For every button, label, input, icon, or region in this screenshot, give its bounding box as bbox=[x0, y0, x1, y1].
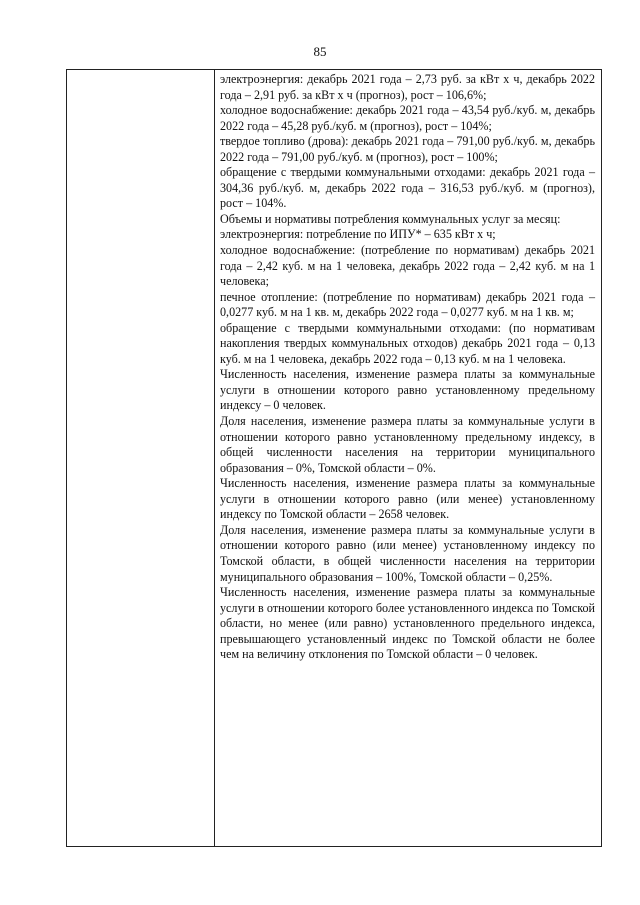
paragraph-stove-heating-volume: печное отопление: (потребление по нормативам) декабрь 2021 года – 0,0277 куб. м на 1 кв. м, декабрь 2022 года – 0,0277 куб. м на 1 кв. м; bbox=[220, 289, 595, 320]
paragraph-electricity-tariff: электроэнергия: декабрь 2021 года – 2,73 руб. за кВт х ч, декабрь 2022 года – 2,91 руб. за кВт х ч (прогноз), рост – 106,6%; bbox=[220, 72, 595, 102]
paragraph-electricity-volume: электроэнергия: потребление по ИПУ* – 635 кВт х ч; bbox=[220, 227, 496, 242]
paragraph-cold-water-tariff: холодное водоснабжение: декабрь 2021 года – 43,54 руб./куб. м, декабрь 2022 года – 45,28 руб./куб. м (прогноз), рост – 104%; bbox=[220, 103, 595, 133]
page-number: 85 bbox=[313, 44, 327, 59]
paragraph-share-regional-index: Доля населения, изменение размера платы за коммунальные услуги в отношении которого равно (или менее) установленному индексу по Томской области, в общей численности населения на территории муниципального образования – 100%, Томской области – 0,25%. bbox=[220, 522, 595, 584]
paragraph-solid-fuel-tariff: твердое топливо (дрова): декабрь 2021 года – 791,00 руб./куб. м, декабрь 2022 года – 791,00 руб./куб. м (прогноз), рост – 100%; bbox=[220, 134, 595, 164]
paragraph-population-above-index: Численность населения, изменение размера платы за коммунальные услуги в отношении которого более установленного индекса по Томской области, но менее (или равно) установленного предельного индекса, превышающего установленный индекс по Томской области не более чем на величину отклонения по Томской области – 0 человек. bbox=[220, 585, 595, 662]
table-cell-empty bbox=[67, 70, 215, 847]
paragraph-waste-volume: обращение с твердыми коммунальными отходами: (по нормативам накопления твердых коммунальных отходов) декабрь 2021 года – 0,13 куб. м на 1 человека, декабрь 2022 года – 0,13 куб. м на 1 человека. bbox=[220, 320, 595, 366]
paragraph-waste-tariff: обращение с твердыми коммунальными отходами: декабрь 2021 года – 304,36 руб./куб. м, декабрь 2022 года – 316,53 руб./куб. м (прогноз), рост – 104%. bbox=[220, 165, 595, 211]
paragraph-share-equal-limit: Доля населения, изменение размера платы за коммунальные услуги в отношении которого равно установленному предельному индексу, в общей численности населения на территории муниципального образования – 0%, Томской области – 0%. bbox=[220, 414, 595, 475]
paragraph-population-equal-limit: Численность населения, изменение размера платы за коммунальные услуги в отношении которого равно установленному предельному индексу – 0 человек. bbox=[220, 367, 595, 413]
paragraph-volumes-heading: Объемы и нормативы потребления коммунальных услуг за месяц: bbox=[220, 211, 561, 226]
table-row bbox=[67, 70, 602, 847]
paragraph-cold-water-volume: холодное водоснабжение: (потребление по нормативам) декабрь 2021 года – 2,42 куб. м на 1 человека, декабрь 2022 года – 2,42 куб. м на 1 человека; bbox=[220, 243, 595, 289]
table-cell-content bbox=[215, 70, 602, 847]
document-table bbox=[66, 69, 602, 847]
paragraph-population-regional-index: Численность населения, изменение размера платы за коммунальные услуги в отношении которого равно (или менее) установленному индексу по Томской области – 2658 человек. bbox=[220, 476, 595, 522]
